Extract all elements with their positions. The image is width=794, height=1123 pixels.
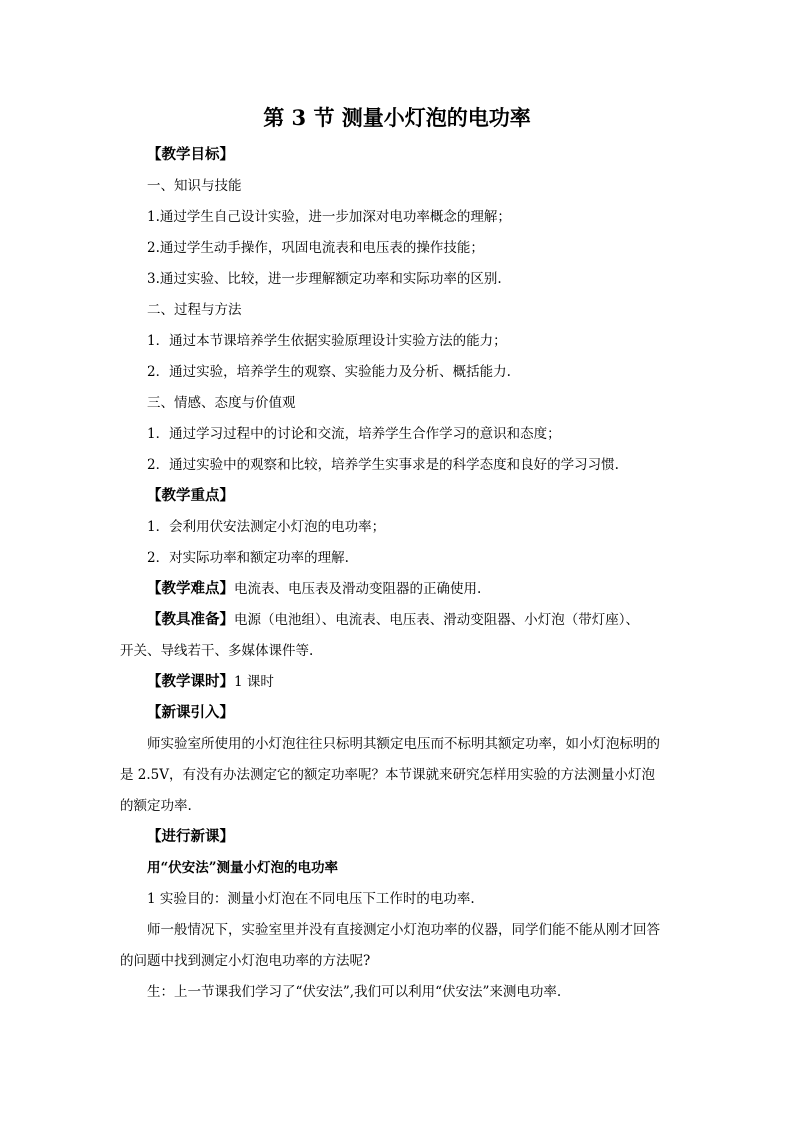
difficulty-heading: 【教学难点】 xyxy=(147,580,234,597)
intro-line-2: 是 2.5V，有没有办法测定它的额定功率呢？本节课就来研究怎样用实验的方法测量小灯泡 xyxy=(120,767,656,783)
equipment-heading: 【教具准备】 xyxy=(147,611,234,628)
objectives-section-2: 二、过程与方法 xyxy=(147,302,242,318)
objectives-s1-item-2: 2.通过学生动手操作，巩固电流表和电压表的操作技能； xyxy=(147,240,484,256)
objectives-s1-item-1: 1.通过学生自己设计实验，进一步加深对电功率概念的理解； xyxy=(147,209,511,225)
key-point-item-2: 2．对实际功率和额定功率的理解. xyxy=(147,550,349,566)
intro-line-3: 的额定功率. xyxy=(120,798,192,814)
objectives-s3-item-2: 2．通过实验中的观察和比较，培养学生实事求是的科学态度和良好的学习习惯. xyxy=(147,457,619,473)
key-point-item-1: 1．会利用伏安法测定小灯泡的电功率； xyxy=(147,519,386,535)
hours-text: 1 课时 xyxy=(234,674,274,690)
objectives-heading: 【教学目标】 xyxy=(147,146,234,163)
objectives-s2-item-2: 2．通过实验，培养学生的观察、实验能力及分析、概括能力. xyxy=(147,364,511,380)
hours-heading: 【教学课时】 xyxy=(147,673,234,690)
new-lesson-heading: 【进行新课】 xyxy=(147,828,234,845)
equipment-text: 电源（电池组）、电流表、电压表、滑动变阻器、小灯泡（带灯座）、 xyxy=(234,612,639,628)
difficulty-paragraph xyxy=(147,579,707,599)
new-lesson-subheading: 用“伏安法”测量小灯泡的电功率 xyxy=(147,860,339,876)
student-answer: 生：上一节课我们学习了“伏安法”,我们可以利用“伏安法”来测电功率. xyxy=(147,984,562,1000)
intro-heading: 【新课引入】 xyxy=(147,704,234,721)
difficulty-text: 电流表、电压表及滑动变阻器的正确使用. xyxy=(234,581,482,597)
page-title: 第 3 节 测量小灯泡的电功率 xyxy=(263,105,531,130)
equipment-continuation: 开关、导线若干、多媒体课件等. xyxy=(120,643,314,659)
experiment-purpose: 1 实验目的：测量小灯泡在不同电压下工作时的电功率. xyxy=(147,891,475,907)
objectives-section-3: 三、情感、态度与价值观 xyxy=(147,395,296,411)
hours-paragraph xyxy=(147,672,707,692)
teacher-question-line-2: 的问题中找到测定小灯泡电功率的方法呢? xyxy=(120,953,371,969)
teacher-question-line-1: 师一般情况下，实验室里并没有直接测定小灯泡功率的仪器，同学们能不能从刚才回答 xyxy=(147,922,660,938)
key-points-heading: 【教学重点】 xyxy=(147,487,234,504)
objectives-s1-item-3: 3.通过实验、比较，进一步理解额定功率和实际功率的区别. xyxy=(147,271,502,287)
objectives-section-1: 一、知识与技能 xyxy=(147,178,242,194)
objectives-s2-item-1: 1．通过本节课培养学生依据实验原理设计实验方法的能力； xyxy=(147,333,507,349)
intro-line-1: 师实验室所使用的小灯泡往往只标明其额定电压而不标明其额定功率，如小灯泡标明的 xyxy=(147,736,660,752)
objectives-s3-item-1: 1．通过学习过程中的讨论和交流，培养学生合作学习的意识和态度； xyxy=(147,426,561,442)
equipment-paragraph xyxy=(147,610,707,630)
